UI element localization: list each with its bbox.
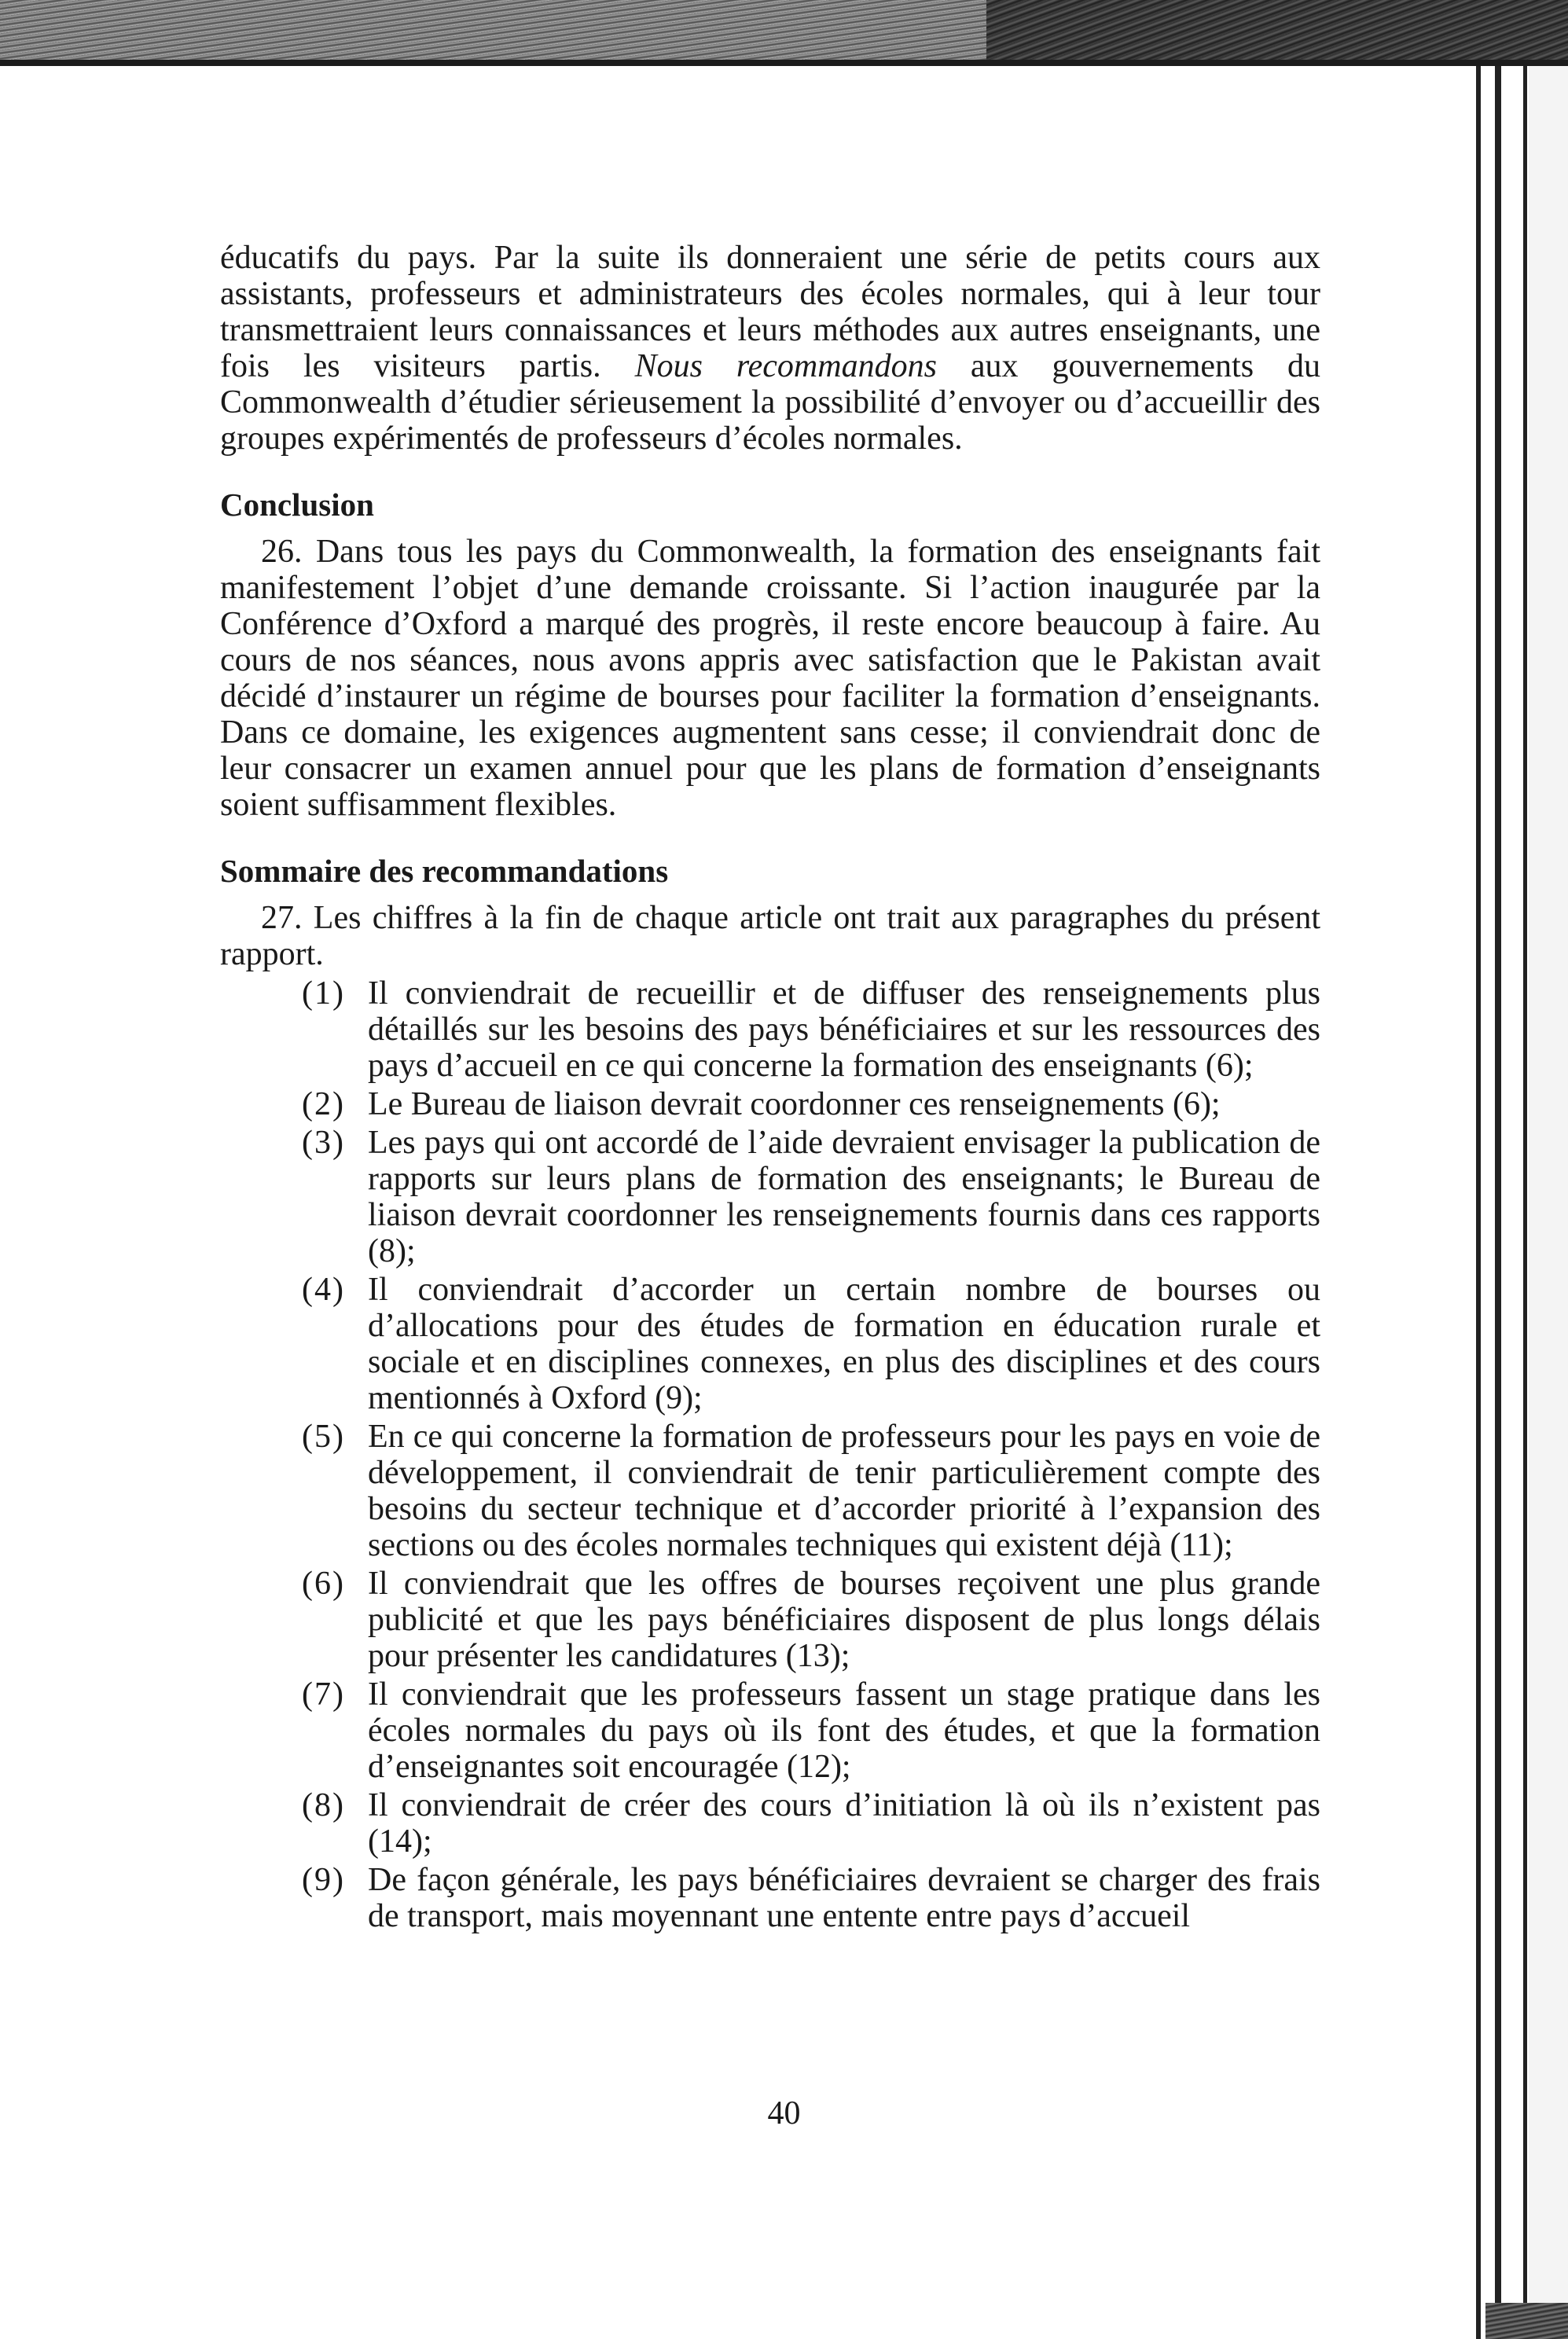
recommendation-text: Il conviendrait que les offres de bourses reçoivent une plus grande publicité et que les pays bénéficiaires disposent de plus longs délais pour présenter les candidatures (13);: [368, 1566, 1320, 1674]
recommendation-number: (2): [302, 1086, 345, 1122]
scan-top-dark-edge: [986, 0, 1568, 60]
scan-binding-rule: [1523, 66, 1527, 2339]
recommendation-number: (9): [302, 1862, 345, 1898]
recommendation-item: [220, 1419, 1320, 1563]
recommendation-item: [220, 1086, 1320, 1122]
recommendation-number: (8): [302, 1787, 345, 1823]
recommendation-number: (3): [302, 1125, 345, 1161]
recommendation-item: [220, 1676, 1320, 1785]
page-number: 40: [767, 2095, 801, 2132]
scan-bottom-corner: [1485, 2303, 1568, 2339]
recommendation-list: [220, 975, 1320, 1934]
recommendation-number: (5): [302, 1419, 345, 1455]
scan-binding-rule: [1495, 66, 1501, 2339]
recommendation-item: [220, 1787, 1320, 1860]
recommendation-item: [220, 1566, 1320, 1674]
recommendation-number: (4): [302, 1272, 345, 1308]
recommendation-number: (6): [302, 1566, 345, 1602]
recommendation-item: [220, 975, 1320, 1084]
intro-text: éducatifs du pays. Par la suite ils donneraient une série de petits cours aux assistants, professeurs et administrateurs des écoles normales, qui à leur tour transmettraient leurs connaissances et leurs méthodes aux autres enseignants, une fois les visiteurs partis.: [220, 240, 1320, 384]
conclusion-paragraph: 26. Dans tous les pays du Commonwealth, la formation des enseignants fait manifestement l’objet d’une demande croissante. Si l’action inaugurée par la Conférence d’Oxford a marqué des progrès, il reste encore beaucoup à faire. Au cours de nos séances, nous avons appris avec satisfaction que le Pakistan avait décidé d’instaurer un régime de bourses pour faciliter la formation d’enseignants. Dans ce domaine, les exigences augmentent sans cesse; il conviendrait donc de leur consacrer un examen annuel pour que les plans de formation d’enseignants soient suffisamment flexibles.: [220, 534, 1320, 823]
intro-emphasis: Nous recommandons: [634, 348, 937, 384]
recommendation-text: Les pays qui ont accordé de l’aide devraient envisager la publication de rapports sur leurs plans de formation des enseignants; le Bureau de liaison devrait coordonner les renseignements fournis dans ces rapports (8);: [368, 1125, 1320, 1269]
recommendation-number: (1): [302, 975, 345, 1012]
recommendation-item: [220, 1125, 1320, 1269]
recommendation-text: Il conviendrait d’accorder un certain nombre de bourses ou d’allocations pour des études de formation en éducation rurale et sociale et en disciplines connexes, en plus des disciplines et des cours mentionnés à Oxford (9);: [368, 1272, 1320, 1416]
summary-intro: 27. Les chiffres à la fin de chaque article ont trait aux paragraphes du présent rapport.: [220, 900, 1320, 972]
page-body: [220, 240, 1320, 1937]
recommendation-text: En ce qui concerne la formation de professeurs pour les pays en voie de développement, il conviendrait de tenir particulièrement compte des besoins du secteur technique et d’accorder priorité à l’expansion des sections ou des écoles normales techniques qui existent déjà (11);: [368, 1419, 1320, 1563]
intro-text-end: aux gouvernements du Commonwealth d’étudier sérieusement la possibilité d’envoyer ou d’accueillir des groupes expérimentés de professeurs d’écoles normales.: [220, 348, 1320, 457]
recommendation-text: Il conviendrait de créer des cours d’initiation là où ils n’existent pas (14);: [368, 1787, 1320, 1860]
recommendation-text: Il conviendrait de recueillir et de diffuser des renseignements plus détaillés sur les besoins des pays bénéficiaires et sur les ressources des pays d’accueil en ce qui concerne la formation des enseignants (6);: [368, 975, 1320, 1084]
scan-binding-rule: [1476, 66, 1481, 2339]
conclusion-heading: Conclusion: [220, 487, 374, 523]
recommendation-text: Il conviendrait que les professeurs fassent un stage pratique dans les écoles normales du pays où ils font des études, et que la formation d’enseignantes soit encouragée (12);: [368, 1676, 1320, 1785]
recommendation-text: De façon générale, les pays bénéficiaires devraient se charger des frais de transport, mais moyennant une entente entre pays d’accueil: [368, 1862, 1320, 1934]
intro-paragraph: [220, 240, 1320, 457]
scan-right-margin: [1529, 66, 1568, 2339]
recommendation-number: (7): [302, 1676, 345, 1713]
recommendation-item: [220, 1862, 1320, 1934]
recommendation-text: Le Bureau de liaison devrait coordonner ces renseignements (6);: [368, 1086, 1221, 1122]
recommendation-item: [220, 1272, 1320, 1416]
summary-heading: Sommaire des recommandations: [220, 853, 669, 889]
